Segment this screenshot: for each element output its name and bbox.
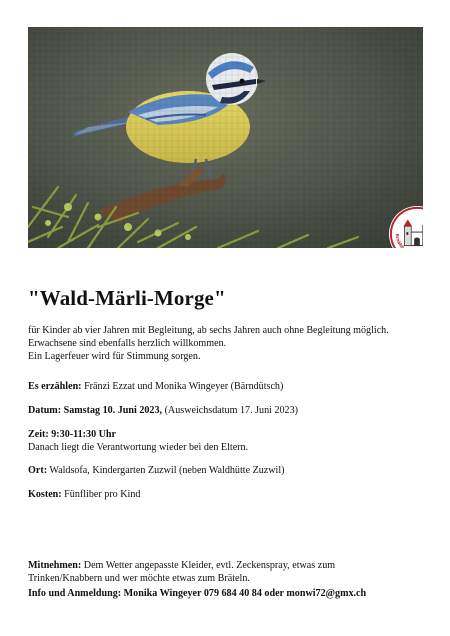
- storytellers-label: Es erzählen:: [28, 381, 82, 392]
- storytellers-value: Fränzi Ezzat und Monika Wingeyer (Bärndütsch): [81, 381, 284, 392]
- time-block: [28, 428, 428, 454]
- contact-line: [28, 587, 428, 600]
- bring-block: [28, 559, 428, 585]
- location-label: Ort:: [28, 465, 48, 476]
- storytelling-logo: [388, 205, 441, 258]
- location-line: [28, 464, 428, 477]
- date-label: Datum: Samstag 10. Juni 2023,: [28, 405, 163, 416]
- intro-line: für Kinder ab vier Jahren mit Begleitung, ab sechs Jahren auch ohne Begleitung möglich.: [28, 325, 389, 336]
- contact-info: Info und Anmeldung: Monika Wingeyer 079 684 40 84 oder monwi72@gmx.ch: [28, 588, 367, 599]
- location-value: Waldsofa, Kindergarten Zuzwil (neben Waldhütte Zuzwil): [47, 465, 285, 476]
- bring-value-line2: Trinken/Knabbern und wer möchte etwas zum Bräteln.: [28, 573, 250, 584]
- cost-label: Kosten:: [28, 489, 62, 500]
- hero-image: [28, 27, 441, 258]
- bring-label: Mitnehmen:: [28, 560, 82, 571]
- cost-value: Fünfliber pro Kind: [61, 489, 141, 500]
- cost-line: [28, 488, 428, 501]
- intro-line: Ein Lagerfeuer wird für Stimmung sorgen.: [28, 351, 201, 362]
- date-line: [28, 404, 428, 417]
- storytellers-line: [28, 380, 428, 393]
- intro-line: Erwachsene sind ebenfalls herzlich willkommen.: [28, 338, 227, 349]
- time-label: Zeit: 9:30-11:30 Uhr: [28, 429, 117, 440]
- intro-text: [28, 324, 428, 363]
- bring-value-line1: Dem Wetter angepasste Kleider, evtl. Zeckenspray, etwas zum: [81, 560, 336, 571]
- date-value: (Ausweichsdatum 17. Juni 2023): [162, 405, 299, 416]
- logo-text: Erzählkreis Märchenkultur: [393, 233, 441, 258]
- page-title: "Wald-Märli-Morge": [28, 286, 226, 310]
- time-note: Danach liegt die Verantwortung wieder bei den Eltern.: [28, 442, 249, 453]
